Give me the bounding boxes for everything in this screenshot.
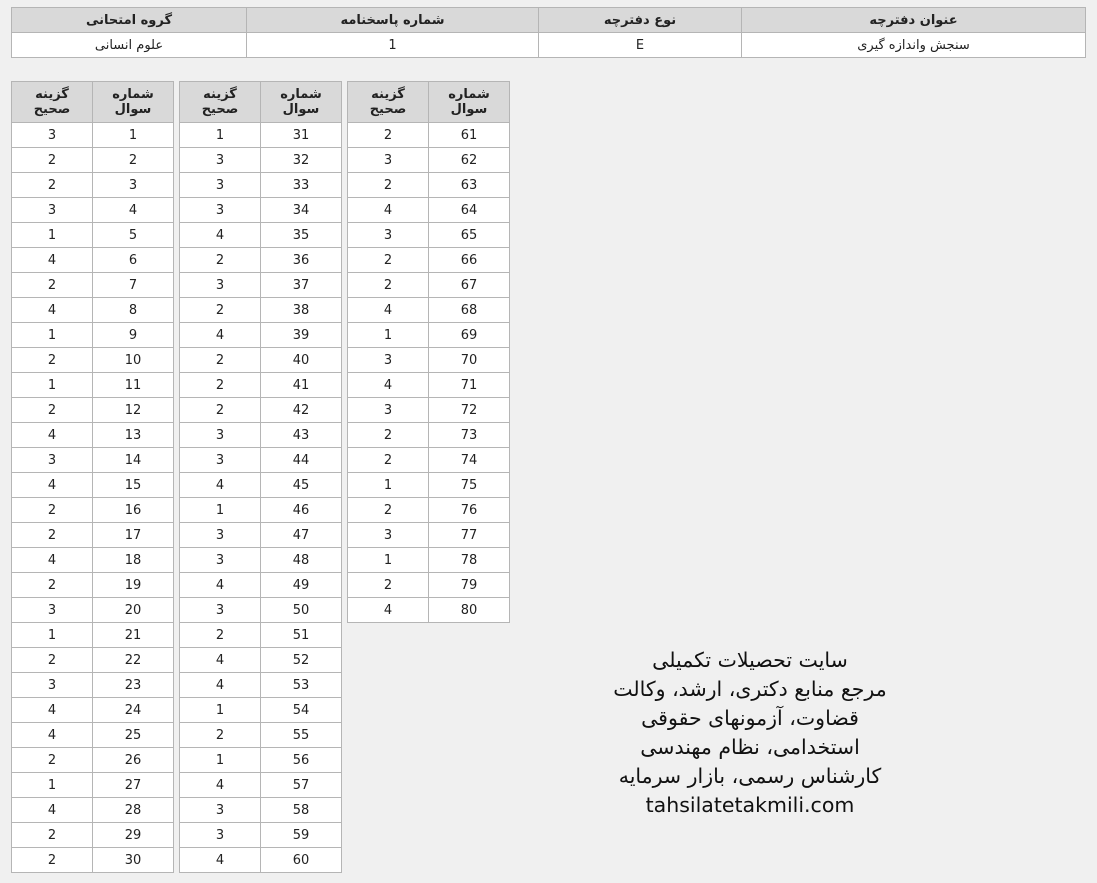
question-number: 3	[93, 173, 174, 198]
correct-option: 2	[12, 173, 93, 198]
correct-option: 4	[180, 773, 261, 798]
header-question-number	[429, 82, 510, 123]
question-number: 30	[93, 848, 174, 873]
answer-row	[348, 498, 510, 523]
promo-url: tahsilatetakmili.com	[645, 793, 855, 817]
header-booklet-type: نوع دفترچه	[539, 8, 742, 33]
question-number: 42	[261, 398, 342, 423]
answer-row	[12, 798, 174, 823]
question-number: 14	[93, 448, 174, 473]
answer-row	[180, 698, 342, 723]
answer-row	[12, 148, 174, 173]
correct-option: 4	[180, 673, 261, 698]
header-correct-option	[348, 82, 429, 123]
answer-row	[12, 423, 174, 448]
question-number: 31	[261, 123, 342, 148]
correct-option: 3	[180, 598, 261, 623]
correct-option: 3	[348, 223, 429, 248]
answer-row	[180, 173, 342, 198]
answer-row	[12, 198, 174, 223]
correct-option: 4	[12, 248, 93, 273]
answer-row	[12, 648, 174, 673]
question-number: 41	[261, 373, 342, 398]
answer-row	[180, 673, 342, 698]
answer-row	[180, 448, 342, 473]
question-number: 45	[261, 473, 342, 498]
correct-option: 2	[348, 573, 429, 598]
info-value-row	[12, 33, 1086, 58]
correct-option: 1	[12, 373, 93, 398]
answer-row	[180, 423, 342, 448]
answer-row	[12, 248, 174, 273]
answer-row	[180, 623, 342, 648]
question-number: 59	[261, 823, 342, 848]
question-number: 50	[261, 598, 342, 623]
question-number: 8	[93, 298, 174, 323]
correct-option: 4	[12, 698, 93, 723]
answer-row	[12, 848, 174, 873]
correct-option: 2	[12, 498, 93, 523]
correct-option: 3	[180, 548, 261, 573]
header-question-line1: شماره	[448, 87, 490, 102]
header-correct-option	[180, 82, 261, 123]
question-number: 43	[261, 423, 342, 448]
answer-row	[12, 773, 174, 798]
promo-line: سایت تحصیلات تکمیلی	[652, 648, 848, 672]
answer-row	[12, 123, 174, 148]
correct-option: 2	[180, 348, 261, 373]
question-number: 60	[261, 848, 342, 873]
answer-row	[348, 423, 510, 448]
header-question-number	[93, 82, 174, 123]
question-number: 44	[261, 448, 342, 473]
promo-line: استخدامی، نظام مهندسی	[640, 735, 860, 759]
question-number: 71	[429, 373, 510, 398]
question-number: 72	[429, 398, 510, 423]
question-number: 13	[93, 423, 174, 448]
promo-line: کارشناس رسمی، بازار سرمایه	[618, 764, 882, 788]
question-number: 57	[261, 773, 342, 798]
question-number: 20	[93, 598, 174, 623]
question-number: 55	[261, 723, 342, 748]
answer-row	[348, 398, 510, 423]
correct-option: 4	[12, 723, 93, 748]
correct-option: 3	[12, 198, 93, 223]
answer-table-2	[179, 81, 342, 873]
answer-row	[348, 148, 510, 173]
question-number: 54	[261, 698, 342, 723]
answer-row	[180, 148, 342, 173]
answer-row	[180, 523, 342, 548]
answer-header-row	[348, 82, 510, 123]
answer-row	[180, 348, 342, 373]
question-number: 68	[429, 298, 510, 323]
correct-option: 2	[348, 273, 429, 298]
answer-row	[180, 573, 342, 598]
answer-row	[12, 173, 174, 198]
question-number: 6	[93, 248, 174, 273]
question-number: 17	[93, 523, 174, 548]
answer-row	[12, 448, 174, 473]
correct-option: 2	[348, 448, 429, 473]
correct-option: 4	[180, 323, 261, 348]
header-correct-line2: صحیح	[33, 102, 71, 117]
answer-row	[180, 773, 342, 798]
correct-option: 3	[180, 173, 261, 198]
answer-row	[180, 598, 342, 623]
answer-row	[180, 748, 342, 773]
header-question-line1: شماره	[112, 87, 154, 102]
answer-row	[180, 648, 342, 673]
answer-row	[348, 323, 510, 348]
correct-option: 3	[348, 523, 429, 548]
correct-option: 1	[180, 698, 261, 723]
question-number: 21	[93, 623, 174, 648]
question-number: 40	[261, 348, 342, 373]
question-number: 48	[261, 548, 342, 573]
question-number: 18	[93, 548, 174, 573]
header-correct-line1: گزینه	[203, 87, 237, 102]
answer-row	[12, 298, 174, 323]
answer-row	[348, 123, 510, 148]
question-number: 74	[429, 448, 510, 473]
correct-option: 4	[180, 473, 261, 498]
question-number: 25	[93, 723, 174, 748]
correct-option: 1	[180, 748, 261, 773]
header-correct-line2: صحیح	[369, 102, 407, 117]
question-number: 78	[429, 548, 510, 573]
answer-row	[180, 398, 342, 423]
correct-option: 2	[180, 398, 261, 423]
correct-option: 3	[348, 348, 429, 373]
promo-text	[600, 646, 900, 820]
answer-row	[180, 198, 342, 223]
answer-row	[348, 198, 510, 223]
correct-option: 2	[12, 523, 93, 548]
question-number: 69	[429, 323, 510, 348]
booklet-title-value: سنجش واندازه گیری	[742, 33, 1086, 58]
answer-row	[12, 398, 174, 423]
answer-row	[12, 673, 174, 698]
answer-row	[348, 523, 510, 548]
correct-option: 3	[12, 598, 93, 623]
answer-row	[12, 498, 174, 523]
correct-option: 4	[12, 798, 93, 823]
answer-row	[12, 223, 174, 248]
question-number: 32	[261, 148, 342, 173]
answer-row	[12, 623, 174, 648]
correct-option: 4	[180, 848, 261, 873]
correct-option: 2	[348, 498, 429, 523]
answer-row	[12, 748, 174, 773]
question-number: 73	[429, 423, 510, 448]
answer-row	[180, 548, 342, 573]
answer-row	[180, 473, 342, 498]
header-answer-sheet-number: شماره پاسخنامه	[247, 8, 539, 33]
correct-option: 2	[12, 573, 93, 598]
header-correct-line2: صحیح	[201, 102, 239, 117]
question-number: 53	[261, 673, 342, 698]
question-number: 64	[429, 198, 510, 223]
question-number: 16	[93, 498, 174, 523]
correct-option: 1	[180, 123, 261, 148]
question-number: 49	[261, 573, 342, 598]
correct-option: 2	[348, 173, 429, 198]
answer-row	[12, 698, 174, 723]
answer-row	[12, 598, 174, 623]
answer-table-1	[11, 81, 174, 873]
correct-option: 3	[12, 673, 93, 698]
correct-option: 1	[12, 223, 93, 248]
answer-row	[180, 273, 342, 298]
header-question-line1: شماره	[280, 87, 322, 102]
question-number: 79	[429, 573, 510, 598]
question-number: 65	[429, 223, 510, 248]
correct-option: 3	[180, 198, 261, 223]
correct-option: 2	[348, 123, 429, 148]
question-number: 37	[261, 273, 342, 298]
answer-row	[180, 723, 342, 748]
answer-row	[348, 298, 510, 323]
question-number: 22	[93, 648, 174, 673]
question-number: 5	[93, 223, 174, 248]
promo-line: مرجع منابع دکتری، ارشد، وکالت	[613, 677, 887, 701]
answer-table-3	[347, 81, 510, 623]
correct-option: 2	[348, 423, 429, 448]
question-number: 33	[261, 173, 342, 198]
question-number: 39	[261, 323, 342, 348]
booklet-type-value: E	[539, 33, 742, 58]
correct-option: 2	[12, 823, 93, 848]
question-number: 27	[93, 773, 174, 798]
answer-row	[12, 323, 174, 348]
question-number: 38	[261, 298, 342, 323]
answer-row	[348, 173, 510, 198]
correct-option: 3	[180, 148, 261, 173]
question-number: 1	[93, 123, 174, 148]
correct-option: 2	[12, 273, 93, 298]
exam-group-value: علوم انسانی	[12, 33, 247, 58]
answer-row	[180, 798, 342, 823]
correct-option: 2	[180, 373, 261, 398]
correct-option: 4	[12, 548, 93, 573]
correct-option: 2	[12, 748, 93, 773]
question-number: 34	[261, 198, 342, 223]
answer-row	[180, 823, 342, 848]
correct-option: 2	[12, 348, 93, 373]
question-number: 29	[93, 823, 174, 848]
question-number: 70	[429, 348, 510, 373]
header-correct-line1: گزینه	[35, 87, 69, 102]
answer-row	[12, 473, 174, 498]
header-question-line2: سوال	[282, 102, 320, 117]
correct-option: 2	[180, 248, 261, 273]
question-number: 52	[261, 648, 342, 673]
correct-option: 4	[348, 198, 429, 223]
answer-row	[12, 273, 174, 298]
question-number: 62	[429, 148, 510, 173]
question-number: 61	[429, 123, 510, 148]
question-number: 76	[429, 498, 510, 523]
correct-option: 3	[12, 123, 93, 148]
answer-row	[348, 348, 510, 373]
correct-option: 3	[180, 523, 261, 548]
question-number: 75	[429, 473, 510, 498]
correct-option: 3	[180, 798, 261, 823]
header-booklet-title: عنوان دفترچه	[742, 8, 1086, 33]
answer-header-row	[180, 82, 342, 123]
answer-row	[348, 548, 510, 573]
question-number: 12	[93, 398, 174, 423]
question-number: 9	[93, 323, 174, 348]
answer-row	[180, 848, 342, 873]
correct-option: 4	[12, 473, 93, 498]
answer-row	[348, 248, 510, 273]
correct-option: 4	[348, 373, 429, 398]
answer-row	[348, 598, 510, 623]
question-number: 47	[261, 523, 342, 548]
header-correct-line1: گزینه	[371, 87, 405, 102]
question-number: 66	[429, 248, 510, 273]
answer-row	[180, 248, 342, 273]
question-number: 24	[93, 698, 174, 723]
question-number: 10	[93, 348, 174, 373]
question-number: 11	[93, 373, 174, 398]
header-question-line2: سوال	[450, 102, 488, 117]
correct-option: 4	[348, 598, 429, 623]
header-exam-group: گروه امتحانی	[12, 8, 247, 33]
question-number: 28	[93, 798, 174, 823]
correct-option: 1	[348, 548, 429, 573]
answer-row	[12, 548, 174, 573]
info-header-row	[12, 8, 1086, 33]
booklet-info-table	[11, 7, 1086, 58]
answer-row	[180, 298, 342, 323]
question-number: 80	[429, 598, 510, 623]
correct-option: 1	[348, 473, 429, 498]
question-number: 51	[261, 623, 342, 648]
question-number: 67	[429, 273, 510, 298]
answer-row	[348, 448, 510, 473]
answer-row	[12, 723, 174, 748]
answer-row	[180, 123, 342, 148]
answer-row	[348, 373, 510, 398]
answer-row	[180, 498, 342, 523]
correct-option: 3	[348, 148, 429, 173]
correct-option: 4	[180, 223, 261, 248]
answer-row	[12, 823, 174, 848]
correct-option: 2	[12, 848, 93, 873]
answer-header-row	[12, 82, 174, 123]
question-number: 36	[261, 248, 342, 273]
correct-option: 2	[180, 298, 261, 323]
question-number: 56	[261, 748, 342, 773]
correct-option: 2	[12, 148, 93, 173]
question-number: 58	[261, 798, 342, 823]
correct-option: 1	[12, 623, 93, 648]
answer-row	[12, 523, 174, 548]
question-number: 46	[261, 498, 342, 523]
question-number: 4	[93, 198, 174, 223]
header-question-number	[261, 82, 342, 123]
question-number: 63	[429, 173, 510, 198]
promo-line: قضاوت، آزمونهای حقوقی	[641, 706, 859, 730]
correct-option: 4	[348, 298, 429, 323]
question-number: 19	[93, 573, 174, 598]
answer-row	[12, 573, 174, 598]
correct-option: 2	[180, 623, 261, 648]
correct-option: 4	[180, 573, 261, 598]
question-number: 23	[93, 673, 174, 698]
answer-row	[180, 373, 342, 398]
correct-option: 3	[12, 448, 93, 473]
correct-option: 1	[348, 323, 429, 348]
correct-option: 3	[180, 423, 261, 448]
correct-option: 3	[180, 273, 261, 298]
answer-row	[348, 573, 510, 598]
answer-row	[348, 223, 510, 248]
correct-option: 3	[180, 823, 261, 848]
question-number: 77	[429, 523, 510, 548]
correct-option: 1	[12, 773, 93, 798]
question-number: 15	[93, 473, 174, 498]
answer-row	[348, 273, 510, 298]
correct-option: 4	[180, 648, 261, 673]
header-question-line2: سوال	[114, 102, 152, 117]
correct-option: 2	[12, 398, 93, 423]
correct-option: 1	[12, 323, 93, 348]
answer-row	[12, 348, 174, 373]
question-number: 7	[93, 273, 174, 298]
answer-row	[180, 323, 342, 348]
answer-sheet-number-value: 1	[247, 33, 539, 58]
correct-option: 2	[348, 248, 429, 273]
correct-option: 2	[180, 723, 261, 748]
correct-option: 3	[348, 398, 429, 423]
correct-option: 4	[12, 423, 93, 448]
correct-option: 3	[180, 448, 261, 473]
answer-row	[180, 223, 342, 248]
question-number: 35	[261, 223, 342, 248]
header-correct-option	[12, 82, 93, 123]
correct-option: 1	[180, 498, 261, 523]
answer-row	[348, 473, 510, 498]
answer-row	[12, 373, 174, 398]
correct-option: 4	[12, 298, 93, 323]
correct-option: 2	[12, 648, 93, 673]
question-number: 26	[93, 748, 174, 773]
question-number: 2	[93, 148, 174, 173]
